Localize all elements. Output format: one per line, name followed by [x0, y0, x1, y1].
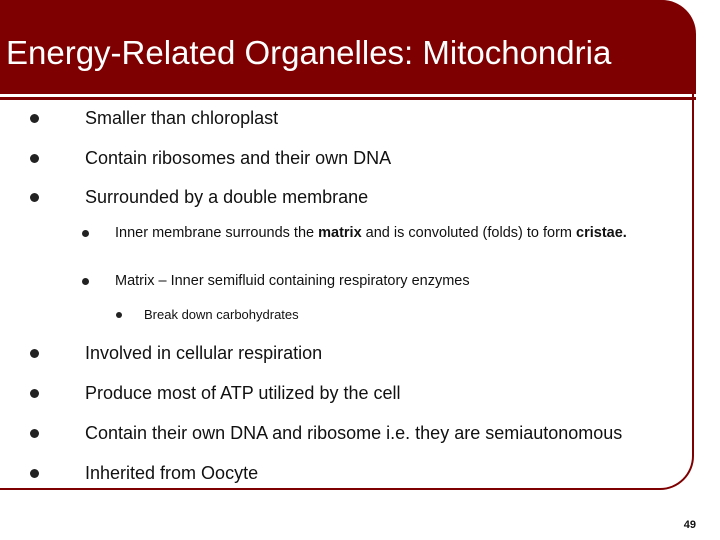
sub-sub-bullet-text: Break down carbohydrates: [144, 307, 299, 322]
slide-title: Energy-Related Organelles: Mitochondria: [6, 34, 612, 71]
bullet-dot-icon: [30, 114, 39, 123]
bullet-item: [30, 148, 391, 168]
bullet-text: Involved in cellular respiration: [85, 343, 323, 363]
bullet-dot-icon: [30, 193, 39, 202]
sub-bullet-item: [82, 274, 470, 289]
bullet-text: Contain ribosomes and their own DNA: [85, 148, 392, 168]
bullet-dot-icon: [30, 469, 39, 478]
sub-bullet-text: Matrix – Inner semifluid containing respiratory enzymes: [115, 273, 470, 289]
bullet-dot-icon: [30, 429, 39, 438]
bullet-dot-icon: [30, 154, 39, 163]
page-number: 49: [683, 519, 696, 531]
bullet-text: Smaller than chloroplast: [85, 108, 279, 128]
bullet-dot-icon: [82, 278, 89, 285]
sub-bullet-bold-term: matrix: [318, 225, 362, 241]
bullet-item: [30, 187, 368, 207]
bullet-text: Contain their own DNA and ribosome i.e. they are semiautonomous: [85, 423, 623, 443]
bullet-item: [30, 423, 622, 443]
bullet-item: [30, 343, 322, 363]
sub-bullet-bold-term: cristae.: [576, 225, 627, 241]
bullet-dot-icon: [82, 230, 89, 237]
bullet-dot-icon: [30, 389, 39, 398]
bullet-dot-icon: [30, 349, 39, 358]
sub-bullet-item: [82, 226, 655, 241]
sub-sub-bullet-item: [116, 307, 299, 322]
sub-bullet-text-part: and is convoluted (folds) to form: [361, 225, 577, 241]
bullet-text: Inherited from Oocyte: [85, 463, 259, 483]
bullet-item: [30, 108, 278, 128]
bullet-item: [30, 383, 401, 403]
bullet-text: Produce most of ATP utilized by the cell: [85, 383, 401, 403]
bullet-item: [30, 463, 258, 483]
bullet-text: Surrounded by a double membrane: [85, 187, 369, 207]
sub-bullet-text: [115, 226, 655, 241]
bullet-dot-icon: [116, 312, 122, 318]
sub-bullet-text-part: Inner membrane surrounds the: [115, 225, 319, 241]
title-divider: [0, 97, 696, 100]
